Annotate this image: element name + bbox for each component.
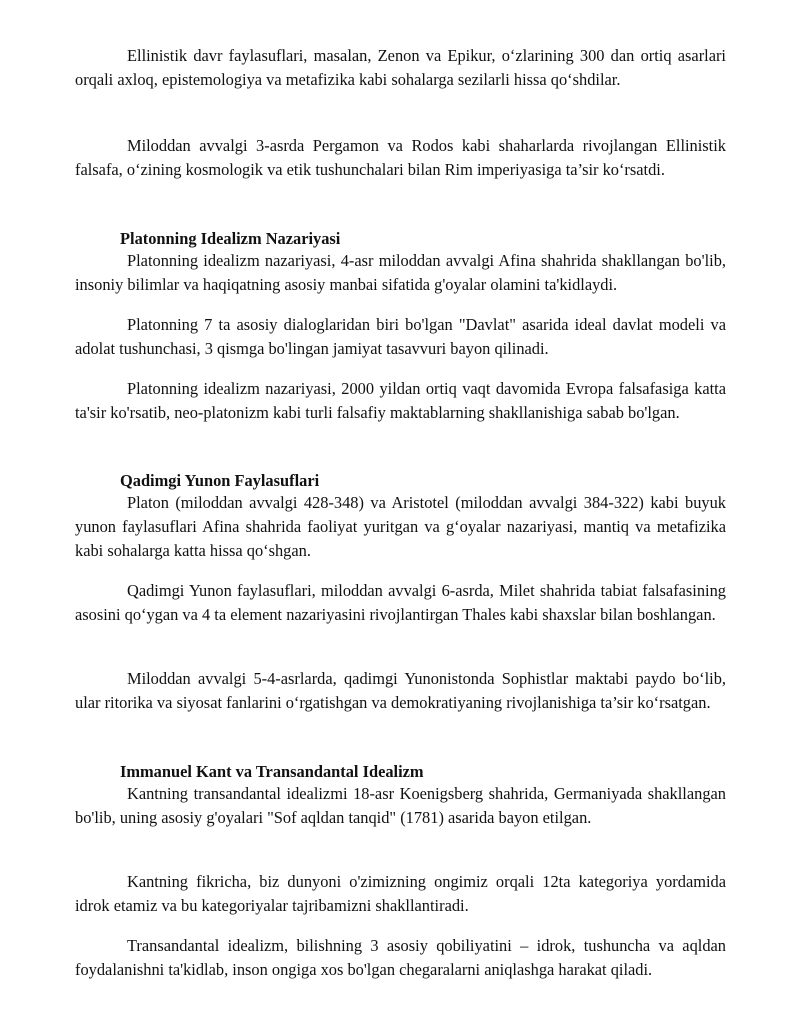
paragraph-plato-idealism-3: Platonning idealizm nazariyasi, 2000 yildan ortiq vaqt davomida Evropa falsafasiga katta ta'sir ko'rsatib, neo-platonizm kabi turli falsafiy maktablarning shakllanishiga sabab bo'lgan. xyxy=(75,379,726,423)
paragraph-greek-philosophers-2: Qadimgi Yunon faylasuflari, miloddan avvalgi 6-asrda, Milet shahrida tabiat falsafasining asosini qo‘ygan va 4 ta element nazariyasini rivojlantirgan Thales kabi shaxslar bilan boshlangan. xyxy=(75,581,726,625)
paragraph-hellenistic-philosophy: Miloddan avvalgi 3-asrda Pergamon va Rodos kabi shaharlarda rivojlangan Ellinistik falsafa, o‘zining kosmologik va etik tushunchalari bilan Rim imperiyasiga ta’sir ko‘rsatdi. xyxy=(75,136,726,180)
paragraph-kant-1: Kantning transandantal idealizmi 18-asr Koenigsberg shahrida, Germaniyada shakllangan bo'lib, uning asosiy g'oyalari "Sof aqldan tanqid" (1781) asarida bayon etilgan. xyxy=(75,784,726,828)
heading-kant-idealism: Immanuel Kant va Transandantal Idealizm xyxy=(120,762,424,781)
paragraph-hellenistic-philosophers: Ellinistik davr faylasuflari, masalan, Zenon va Epikur, o‘zlarining 300 dan ortiq asarlari orqali axloq, epistemologiya va metafizika kabi sohalarga sezilarli hissa qo‘shdilar. xyxy=(75,46,726,90)
paragraph-greek-philosophers-3: Miloddan avvalgi 5-4-asrlarda, qadimgi Yunonistonda Sophistlar maktabi paydo bo‘lib, ular ritorika va siyosat fanlarini o‘rgatishgan va demokratiyaning rivojlanishiga ta’sir ko‘rsatgan. xyxy=(75,669,726,713)
paragraph-plato-idealism-2: Platonning 7 ta asosiy dialoglaridan biri bo'lgan "Davlat" asarida ideal davlat modeli va adolat tushunchasi, 3 qismga bo'lingan jamiyat tasavvuri bayon qilinadi. xyxy=(75,315,726,359)
heading-greek-philosophers: Qadimgi Yunon Faylasuflari xyxy=(120,471,320,490)
paragraph-kant-3: Transandantal idealizm, bilishning 3 asosiy qobiliyatini – idrok, tushuncha va aqldan foydalanishni ta'kidlab, inson ongiga xos bo'lgan chegaralarni aniqlashga harakat qiladi. xyxy=(75,936,726,980)
paragraph-greek-philosophers-1: Platon (miloddan avvalgi 428-348) va Aristotel (miloddan avvalgi 384-322) kabi buyuk yunon faylasuflari Afina shahrida faoliyat yuritgan va g‘oyalar nazariyasi, mantiq va metafizika kabi sohalarga katta hissa qo‘shgan. xyxy=(75,493,726,561)
paragraph-plato-idealism-1: Platonning idealizm nazariyasi, 4-asr miloddan avvalgi Afina shahrida shakllangan bo'lib, insoniy bilimlar va haqiqatning asosiy manbai sifatida g'oyalar olamini ta'kidlaydi. xyxy=(75,251,726,295)
paragraph-kant-2: Kantning fikricha, biz dunyoni o'zimizning ongimiz orqali 12ta kategoriya yordamida idrok etamiz va bu kategoriyalar tajribamizni shakllantiradi. xyxy=(75,872,726,916)
heading-plato-idealism: Platonning Idealizm Nazariyasi xyxy=(120,229,341,248)
